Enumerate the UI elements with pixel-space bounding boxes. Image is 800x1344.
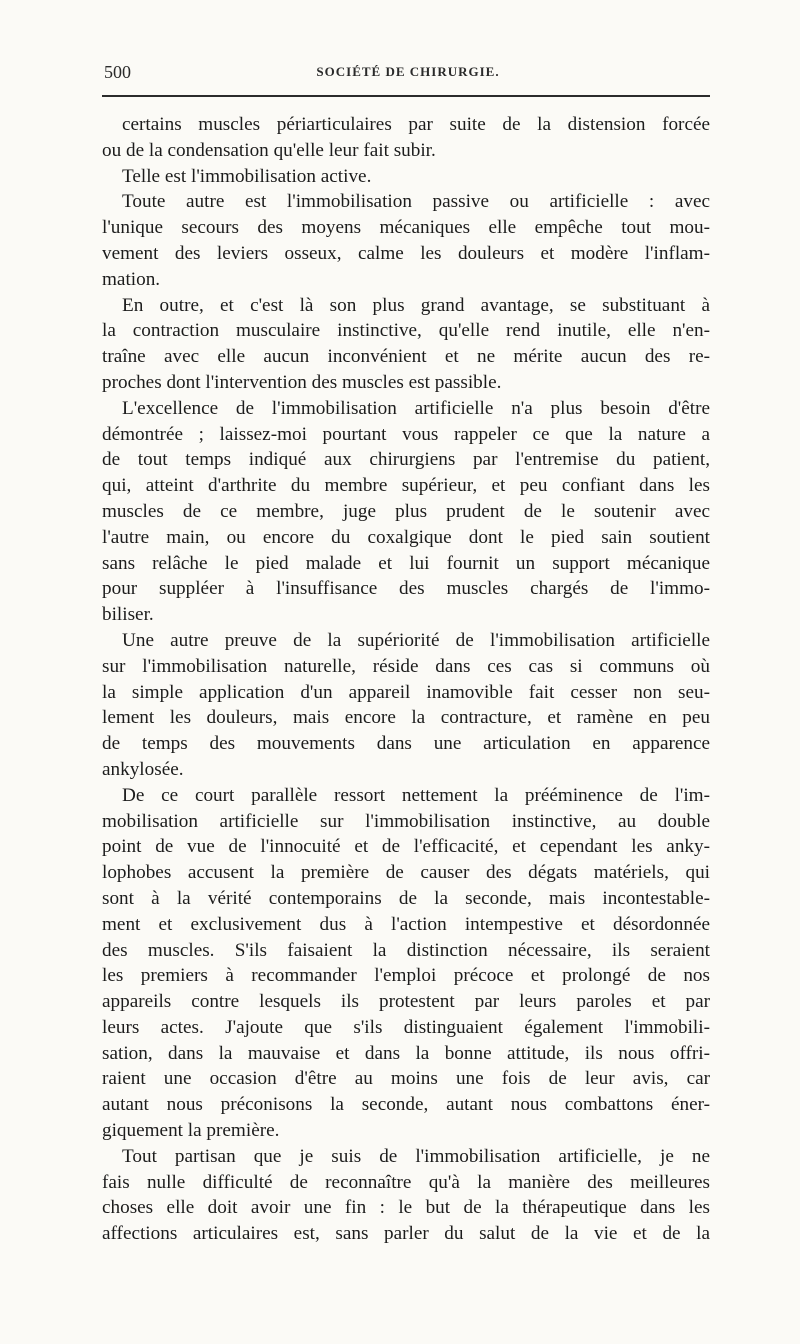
text-line: la contraction musculaire instinctive, qu'elle rend inutile, elle n'en- <box>102 320 710 342</box>
journal-title: SOCIÉTÉ DE CHIRURGIE. <box>316 64 500 79</box>
text-line: giquement la première. <box>102 1120 280 1142</box>
text-line: biliser. <box>102 604 154 626</box>
page-number: 500 <box>104 62 131 82</box>
paragraph <box>102 293 710 396</box>
text-line: Toute autre est l'immobilisation passive ou artificielle : avec <box>122 191 710 213</box>
text-line: Une autre preuve de la supériorité de l'immobilisation artificielle <box>122 629 710 651</box>
text-line: ou de la condensation qu'elle leur fait subir. <box>102 139 436 161</box>
text-line: vement des leviers osseux, calme les douleurs et modère l'inflam- <box>102 242 710 264</box>
text-line: sans relâche le pied malade et lui fournit un support mécanique <box>102 552 710 574</box>
text-line: ankylosée. <box>102 758 184 780</box>
text-line: sont à la vérité contemporains de la seconde, mais incontestable- <box>102 887 710 909</box>
text-line: autant nous préconisons la seconde, autant nous combattons éner- <box>102 1094 710 1116</box>
text-line: L'excellence de l'immobilisation artificielle n'a plus besoin d'être <box>122 397 710 419</box>
text-line: la simple application d'un appareil inamovible fait cesser non seu- <box>102 681 710 703</box>
text-line: fais nulle difficulté de reconnaître qu'à la manière des meilleures <box>102 1171 710 1193</box>
text-line: qui, atteint d'arthrite du membre supérieur, et peu confiant dans les <box>102 475 710 497</box>
text-line: Telle est l'immobilisation active. <box>122 165 372 187</box>
text-line: mation. <box>102 268 161 290</box>
text-line: mobilisation artificielle sur l'immobilisation instinctive, au double <box>102 810 710 832</box>
text-line: sur l'immobilisation naturelle, réside dans ces cas si communs où <box>102 655 710 677</box>
text-line: De ce court parallèle ressort nettement la prééminence de l'im- <box>122 784 710 806</box>
text-line: lophobes accusent la première de causer des dégats matériels, qui <box>102 862 710 884</box>
text-line: muscles de ce membre, juge plus prudent de le soutenir avec <box>102 500 710 522</box>
body-text <box>102 112 710 1247</box>
text-line: l'unique secours des moyens mécaniques elle empêche tout mou- <box>102 217 710 239</box>
text-line: proches dont l'intervention des muscles est passible. <box>102 371 502 393</box>
text-line: de temps des mouvements dans une articulation en apparence <box>102 733 710 755</box>
text-line: affections articulaires est, sans parler du salut de la vie et de la <box>102 1223 710 1245</box>
text-line: les premiers à recommander l'emploi précoce et prolongé de nos <box>102 965 710 987</box>
paragraph <box>102 189 710 292</box>
text-line: des muscles. S'ils faisaient la distinction nécessaire, ils seraient <box>102 939 710 961</box>
text-line: pour suppléer à l'insuffisance des muscles chargés de l'immo- <box>102 578 710 600</box>
running-head <box>104 62 712 86</box>
header-rule <box>102 95 710 97</box>
text-line: choses elle doit avoir une fin : le but de la thérapeutique dans les <box>102 1197 710 1219</box>
paragraph <box>102 1144 710 1247</box>
paragraph <box>102 783 710 1144</box>
text-line: traîne avec elle aucun inconvénient et ne mérite aucun des re- <box>102 346 710 368</box>
text-line: point de vue de l'innocuité et de l'efficacité, et cependant les anky- <box>102 836 710 858</box>
text-line: raient une occasion d'être au moins une fois de leur avis, car <box>102 1068 710 1090</box>
text-line: de tout temps indiqué aux chirurgiens par l'entremise du patient, <box>102 449 710 471</box>
text-line: Tout partisan que je suis de l'immobilisation artificielle, je ne <box>122 1145 710 1167</box>
text-line: certains muscles périarticulaires par suite de la distension forcée <box>122 114 710 135</box>
text-line: leurs actes. J'ajoute que s'ils distinguaient également l'immobili- <box>102 1016 710 1038</box>
text-line: démontrée ; laissez-moi pourtant vous rappeler ce que la nature a <box>102 423 710 445</box>
text-line: En outre, et c'est là son plus grand avantage, se substituant à <box>122 294 710 316</box>
text-line: ment et exclusivement dus à l'action intempestive et désordonnée <box>102 913 710 935</box>
text-line: appareils contre lesquels ils protestent par leurs paroles et par <box>102 991 710 1013</box>
paragraph <box>102 396 710 628</box>
text-line: l'autre main, ou encore du coxalgique dont le pied sain soutient <box>102 526 710 548</box>
text-line: lement les douleurs, mais encore la contracture, et ramène en peu <box>102 707 710 729</box>
text-line: sation, dans la mauvaise et dans la bonne attitude, ils nous offri- <box>102 1042 710 1064</box>
paragraph <box>102 628 710 783</box>
paragraph <box>102 164 710 190</box>
paragraph <box>102 112 710 164</box>
